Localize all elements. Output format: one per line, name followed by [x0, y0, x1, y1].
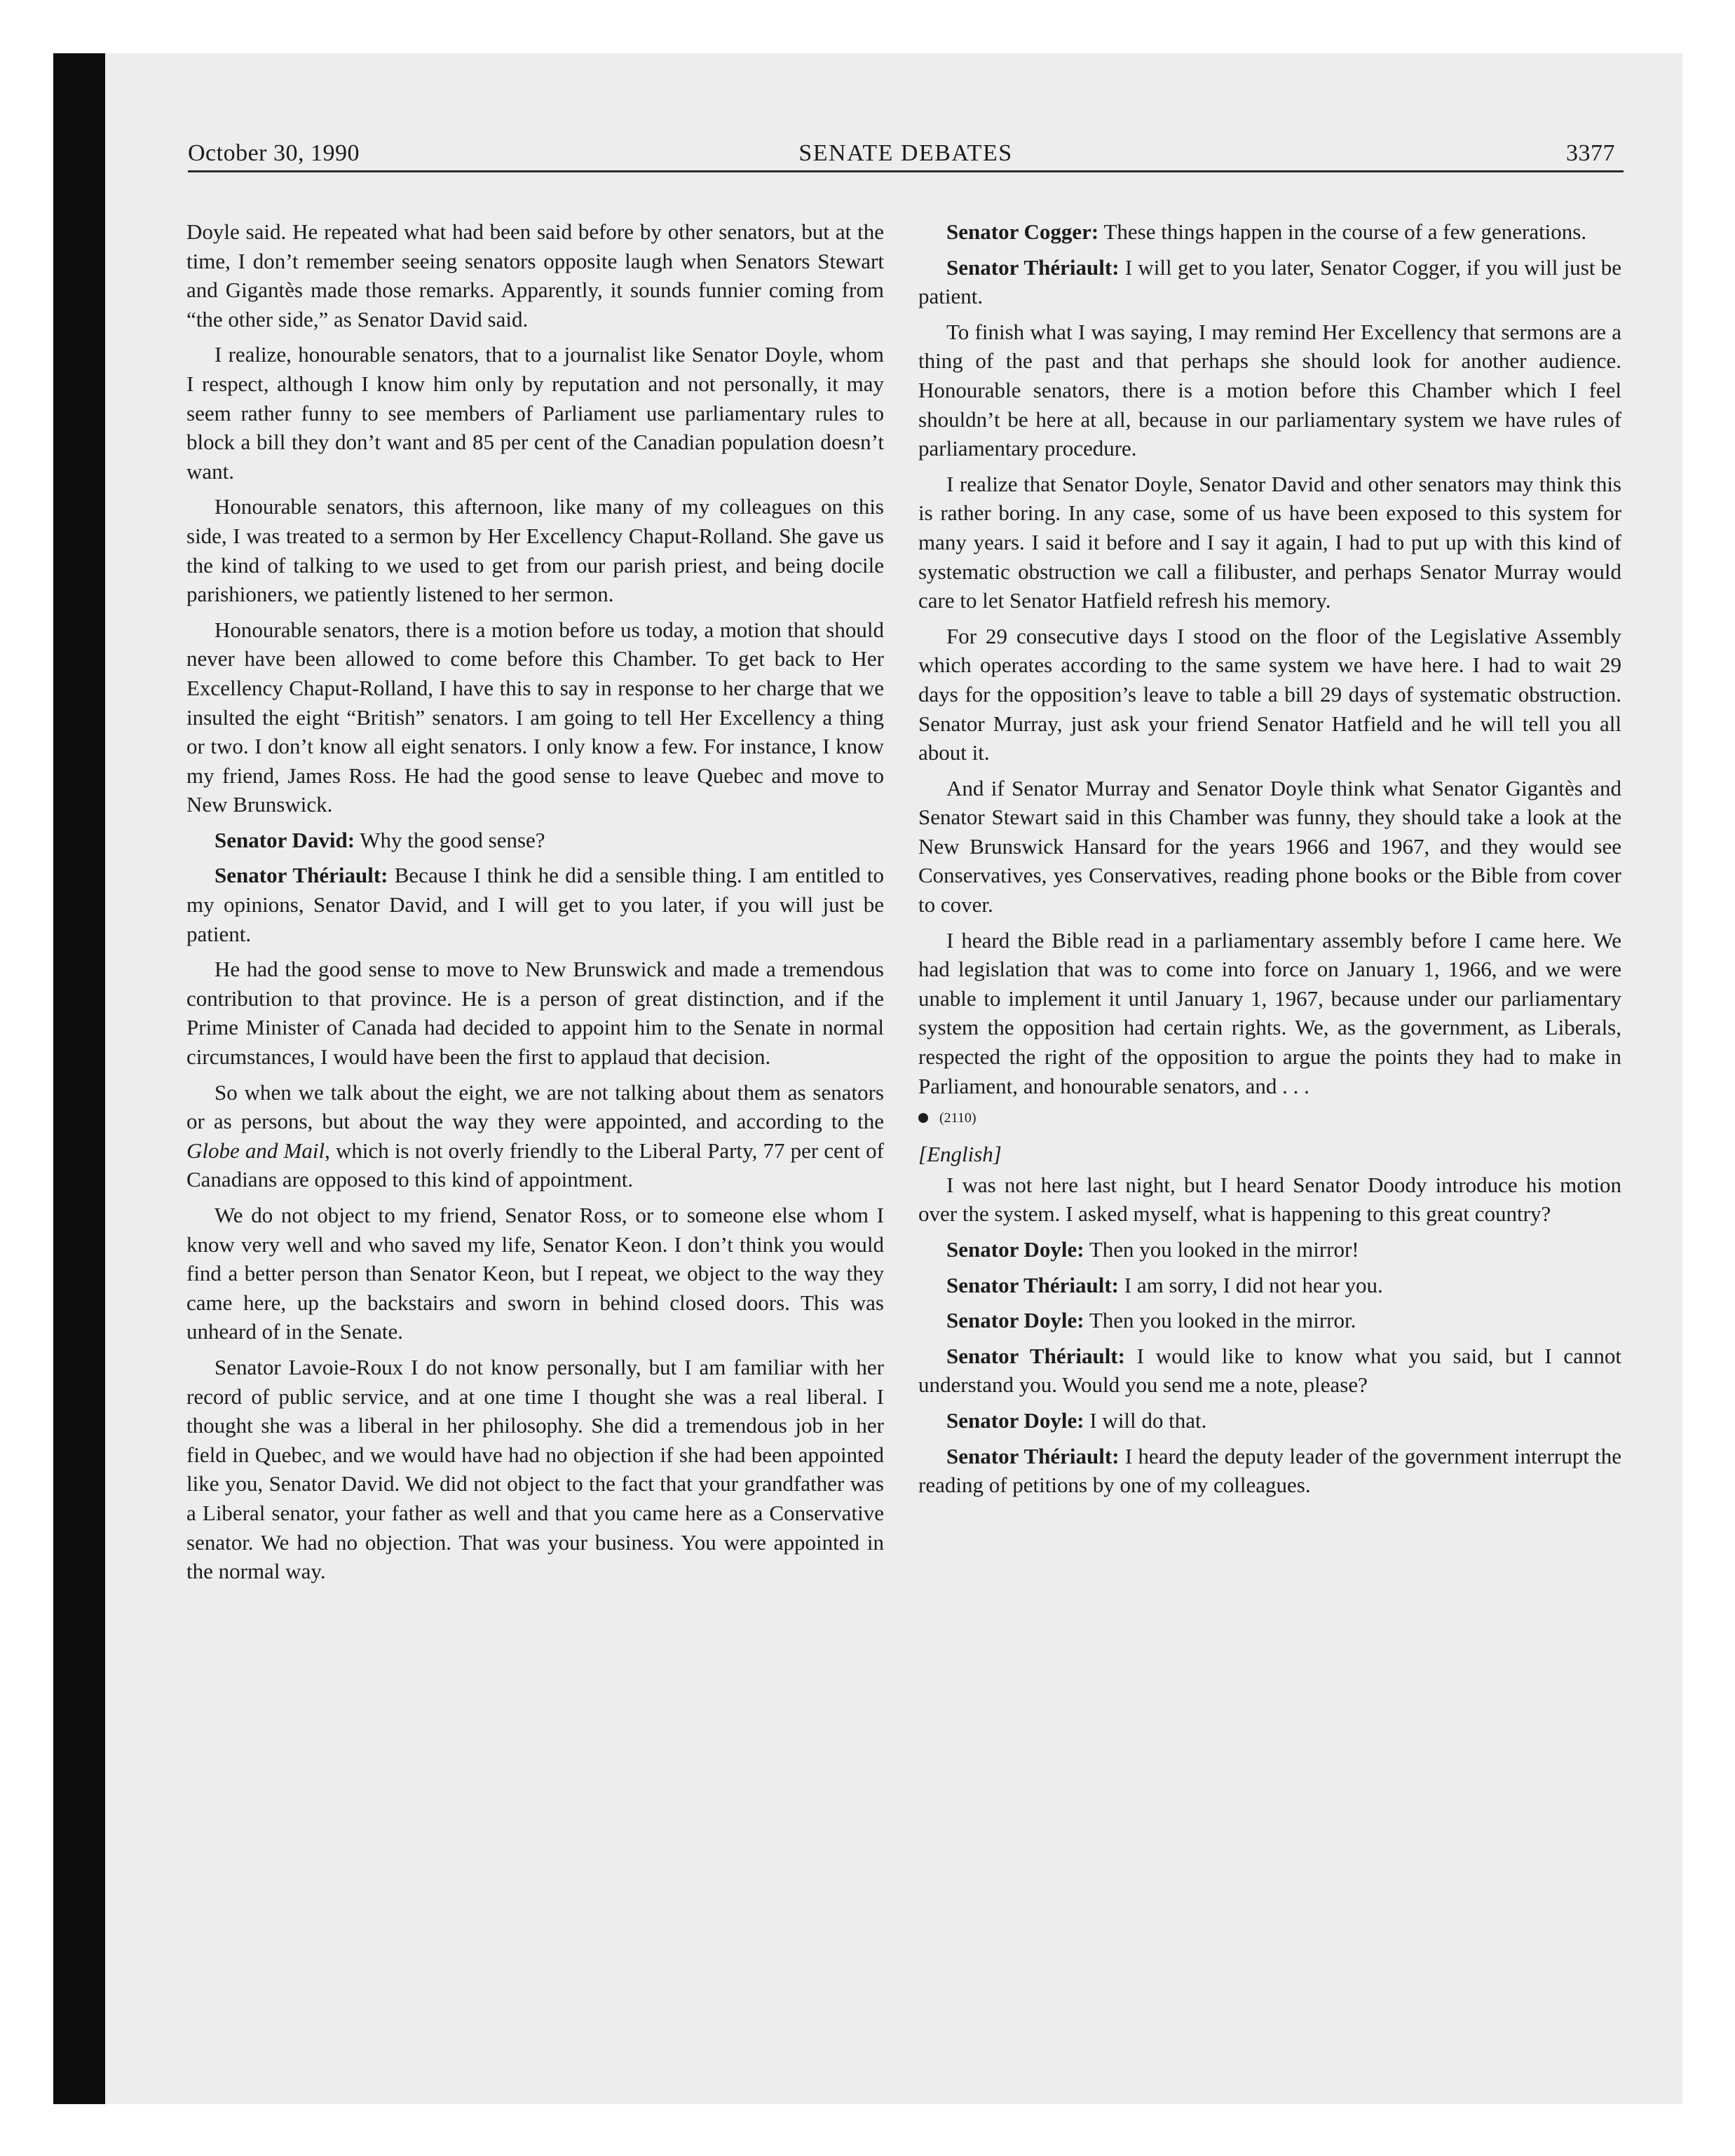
header-title: SENATE DEBATES: [798, 140, 1013, 166]
time-marker: (2110): [918, 1107, 1621, 1128]
paragraph: I realize, honourable senators, that to a journalist like Senator Doyle, whom I respect, although I know him only by reputation and not personally, it may seem rather funny to see members of Parliament use parliamentary rules to block a bill they don’t want and 85 per cent of the Canadian population doesn’t want.: [186, 342, 884, 484]
paragraph: To finish what I was saying, I may remind Her Excellency that sermons are a thing of the past and that perhaps she should look for another audience. Honourable senators, there is a motion before this Chamber which I feel shouldn’t be here at all, because in our parliamentary system we have rules of parliamentary procedure.: [918, 319, 1621, 461]
speaker-name: Senator Doyle:: [946, 1237, 1084, 1262]
speaker-name: Senator Doyle:: [946, 1407, 1084, 1433]
speech: Senator Thériault: I would like to know what you said, but I cannot understand you. Would you send me a note, please?: [918, 1343, 1621, 1398]
paragraph: So when we talk about the eight, we are not talking about them as senators or as persons, but about the way they were appointed, and according to the Globe and Mail, which is not overly friendly to the Liberal Party, 77 per cent of Canadians are opposed to this kind of appointment.: [186, 1079, 884, 1192]
paragraph: I realize that Senator Doyle, Senator David and other senators may think this is rather boring. In any case, some of us have been exposed to this system for many years. I said it before and I say it again, I had to put up with this kind of systematic obstruction we call a filibuster, and perhaps Senator Murray would care to let Senator Hatfield refresh his memory.: [918, 471, 1621, 613]
speech: Senator Thériault: I heard the deputy leader of the government interrupt the reading of petitions by one of my colleagues.: [918, 1443, 1621, 1498]
paragraph: And if Senator Murray and Senator Doyle think what Senator Gigantès and Senator Stewart said in this Chamber was funny, they should take a look at the New Brunswick Hansard for the years 1966 and 1967, and they would see Conservatives, yes Conservatives, reading phone books or the Bible from cover to cover.: [918, 775, 1621, 917]
page-number: 3377: [1566, 140, 1615, 166]
speaker-name: Senator Thériault:: [946, 1443, 1120, 1468]
paragraph: He had the good sense to move to New Brunswick and made a tremendous contribution to that province. He is a person of great distinction, and if the Prime Minister of Canada had decided to appoint him to the Senate in normal circumstances, I would have been the first to applaud that decision.: [186, 957, 884, 1070]
left-column: [186, 217, 884, 1899]
right-column: [918, 217, 1621, 1899]
speaker-name: Senator Doyle:: [946, 1308, 1084, 1333]
paragraph: I heard the Bible read in a parliamentary assembly before I came here. We had legislation that was to come into force on January 1, 1966, and we were unable to implement it until January 1, 1967, because under our parliamentary system the opposition had certain rights. We, as the government, as Liberals, respected the right of the opposition to argue the points they had to make in Parliament, and honourable senators, and . . .: [918, 927, 1621, 1098]
bullet-icon: [918, 1113, 928, 1123]
header-rule: [188, 170, 1624, 172]
speech: Senator Thériault: Because I think he did a sensible thing. I am entitled to my opinions, Senator David, and I will get to you later, if you will just be patient.: [186, 863, 884, 946]
speaker-name: Senator Thériault:: [215, 863, 388, 888]
speaker-name: Senator Thériault:: [946, 1343, 1125, 1368]
speech: Senator Thériault: I am sorry, I did not hear you.: [946, 1272, 1383, 1297]
paragraph: We do not object to my friend, Senator Ross, or to someone else whom I know very well and who saved my life, Senator Keon. I don’t think you would find a better person than Senator Keon, but I repeat, we object to the way they came here, up the backstairs and sworn in behind closed doors. This was unheard of in the Senate.: [186, 1203, 884, 1344]
speaker-name: Senator Thériault:: [946, 1272, 1120, 1297]
speaker-name: Senator Cogger:: [946, 219, 1099, 244]
speaker-name: Senator David:: [215, 827, 355, 852]
header-date: October 30, 1990: [188, 140, 360, 166]
paragraph: I was not here last night, but I heard Senator Doody introduce his motion over the system. I asked myself, what is happening to this great country?: [918, 1172, 1621, 1227]
paragraph: Honourable senators, this afternoon, like many of my colleagues on this side, I was treated to a sermon by Her Excellency Chaput-Rolland. She gave us the kind of talking to we used to get from our parish priest, and being docile parishioners, we patiently listened to her sermon.: [186, 494, 884, 607]
paragraph: For 29 consecutive days I stood on the floor of the Legislative Assembly which operates according to the same system we have here. I had to wait 29 days for the opposition’s leave to table a bill 29 days of systematic obstruction. Senator Murray, just ask your friend Senator Hatfield and he will tell you all about it.: [918, 623, 1621, 765]
binding-edge: [53, 53, 105, 2104]
speech: Senator David: Why the good sense?: [215, 827, 545, 852]
speech: Senator Doyle: Then you looked in the mirror!: [946, 1237, 1359, 1262]
newspaper-title: Globe and Mail: [186, 1138, 325, 1163]
paragraph: Doyle said. He repeated what had been said before by other senators, but at the time, I don’t remember seeing senators opposite laugh when Senators Stewart and Gigantès made those remarks. Apparently, it sounds funnier coming from “the other side,” as Senator David said.: [186, 219, 884, 332]
language-tag: [English]: [918, 1142, 1002, 1167]
running-header: [188, 137, 1624, 172]
paragraph: Senator Lavoie-Roux I do not know personally, but I am familiar with her record of public service, and at one time I thought she was a real liberal. I thought she was a liberal in her philosophy. She did a tremendous job in her field in Quebec, and we would have had no objection if she had been appointed like you, Senator David. We did not object to the fact that your grandfather was a Liberal senator, your father as well and that you came here as a Conservative senator. We had no objection. That was your business. You were appointed in the normal way.: [186, 1354, 884, 1584]
speech: Senator Doyle: Then you looked in the mirror.: [946, 1308, 1356, 1333]
paragraph: Honourable senators, there is a motion before us today, a motion that should never have been allowed to come before this Chamber. To get back to Her Excellency Chaput-Rolland, I have this to say in response to her charge that we insulted the eight “British” senators. I am going to tell Her Excellency a thing or two. I don’t know all eight senators. I only know a few. For instance, I know my friend, James Ross. He had the good sense to leave Quebec and move to New Brunswick.: [186, 617, 884, 817]
speaker-name: Senator Thériault:: [946, 254, 1120, 280]
speech: Senator Cogger: These things happen in the course of a few generations.: [946, 219, 1587, 244]
speech: Senator Thériault: I will get to you later, Senator Cogger, if you will just be patient.: [918, 254, 1621, 309]
speech: Senator Doyle: I will do that.: [946, 1407, 1207, 1433]
